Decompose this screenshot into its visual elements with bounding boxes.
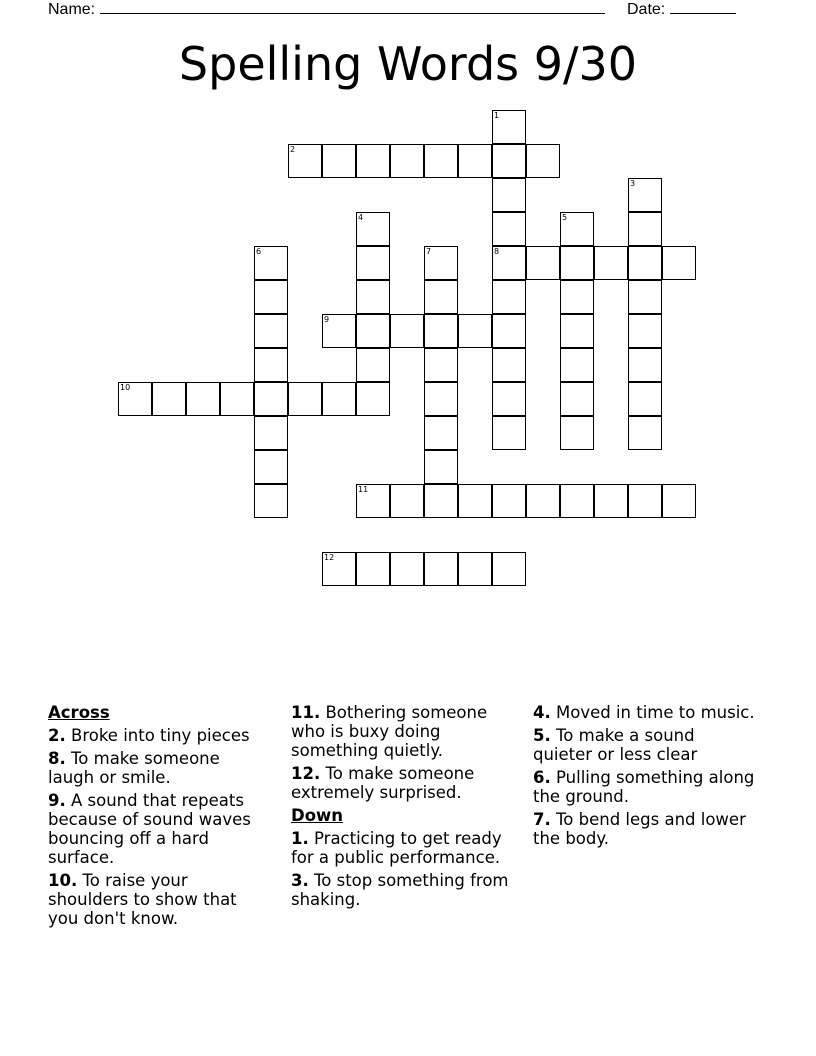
grid-cell[interactable] (628, 280, 662, 314)
grid-cell[interactable] (356, 212, 390, 246)
grid-cell[interactable] (390, 484, 424, 518)
grid-cell[interactable] (254, 382, 288, 416)
grid-cell[interactable] (254, 348, 288, 382)
clue-text: Pulling something along the ground. (533, 768, 755, 806)
across-heading: Across (48, 703, 110, 722)
cell-number: 6 (256, 247, 262, 256)
grid-cell[interactable] (492, 314, 526, 348)
grid-cell[interactable] (424, 382, 458, 416)
date-field (627, 0, 736, 20)
grid-cell[interactable] (458, 314, 492, 348)
grid-cell[interactable] (322, 144, 356, 178)
clue-across-12 (291, 764, 513, 802)
clue-number: 9. (48, 791, 66, 810)
grid-cell[interactable] (322, 382, 356, 416)
grid-cell[interactable] (594, 246, 628, 280)
grid-cell[interactable] (424, 280, 458, 314)
grid-cell[interactable] (118, 382, 152, 416)
page-title: Spelling Words 9/30 (178, 37, 638, 91)
grid-cell[interactable] (424, 416, 458, 450)
grid-cell[interactable] (492, 144, 526, 178)
clue-text: To stop something from shaking. (291, 871, 509, 909)
grid-cell[interactable] (492, 178, 526, 212)
grid-cell[interactable] (628, 212, 662, 246)
grid-cell[interactable] (628, 246, 662, 280)
grid-cell[interactable] (356, 144, 390, 178)
grid-cell[interactable] (254, 280, 288, 314)
grid-cell[interactable] (526, 484, 560, 518)
clue-number: 3. (291, 871, 309, 890)
grid-cell[interactable] (492, 110, 526, 144)
clue-down-1 (291, 829, 513, 867)
cell-number: 7 (426, 247, 432, 256)
grid-cell[interactable] (322, 552, 356, 586)
grid-cell[interactable] (254, 246, 288, 280)
clues-column-1 (48, 703, 270, 932)
grid-cell[interactable] (628, 178, 662, 212)
clue-number: 5. (533, 726, 551, 745)
grid-cell[interactable] (560, 280, 594, 314)
cell-number: 8 (494, 247, 500, 256)
grid-cell[interactable] (356, 314, 390, 348)
date-label: Date: (627, 1, 666, 18)
clue-text: To bend legs and lower the body. (533, 810, 746, 848)
grid-cell[interactable] (254, 450, 288, 484)
clue-down-6 (533, 768, 755, 806)
grid-cell[interactable] (594, 484, 628, 518)
grid-cell[interactable] (662, 246, 696, 280)
grid-cell[interactable] (356, 552, 390, 586)
clues-column-2 (291, 703, 513, 913)
cell-number: 11 (358, 485, 369, 494)
name-label: Name: (48, 1, 96, 18)
grid-cell[interactable] (458, 144, 492, 178)
grid-cell[interactable] (390, 314, 424, 348)
clue-across-11 (291, 703, 513, 760)
grid-cell[interactable] (152, 382, 186, 416)
grid-cell[interactable] (424, 348, 458, 382)
grid-cell[interactable] (526, 246, 560, 280)
grid-cell[interactable] (186, 382, 220, 416)
grid-cell[interactable] (424, 314, 458, 348)
grid-cell[interactable] (390, 144, 424, 178)
clue-text: Broke into tiny pieces (71, 726, 250, 745)
grid-cell[interactable] (458, 484, 492, 518)
grid-cell[interactable] (356, 348, 390, 382)
clue-number: 10. (48, 871, 78, 890)
grid-cell[interactable] (356, 484, 390, 518)
grid-cell[interactable] (628, 314, 662, 348)
grid-cell[interactable] (492, 382, 526, 416)
grid-cell[interactable] (628, 348, 662, 382)
grid-cell[interactable] (356, 280, 390, 314)
grid-cell[interactable] (356, 246, 390, 280)
clue-number: 6. (533, 768, 551, 787)
grid-cell[interactable] (560, 348, 594, 382)
clue-text: To make someone extremely surprised. (291, 764, 475, 802)
clue-across-8 (48, 749, 270, 787)
grid-cell[interactable] (526, 144, 560, 178)
grid-cell[interactable] (492, 280, 526, 314)
grid-cell[interactable] (560, 416, 594, 450)
clue-text: To make a sound quieter or less clear (533, 726, 698, 764)
grid-cell[interactable] (288, 382, 322, 416)
clue-number: 1. (291, 829, 309, 848)
clue-number: 8. (48, 749, 66, 768)
grid-cell[interactable] (492, 552, 526, 586)
date-line[interactable] (670, 0, 736, 14)
grid-cell[interactable] (254, 416, 288, 450)
clue-text: To make someone laugh or smile. (48, 749, 220, 787)
grid-cell[interactable] (424, 552, 458, 586)
clue-across-9 (48, 791, 270, 867)
cell-number: 5 (562, 213, 568, 222)
grid-cell[interactable] (356, 382, 390, 416)
grid-cell[interactable] (628, 416, 662, 450)
grid-cell[interactable] (424, 484, 458, 518)
grid-cell[interactable] (560, 212, 594, 246)
cell-number: 4 (358, 213, 364, 222)
clue-number: 11. (291, 703, 321, 722)
grid-cell[interactable] (458, 552, 492, 586)
grid-cell[interactable] (424, 246, 458, 280)
grid-cell[interactable] (288, 144, 322, 178)
clue-text: To raise your shoulders to show that you don't know. (48, 871, 237, 928)
grid-cell[interactable] (662, 484, 696, 518)
clue-number: 12. (291, 764, 321, 783)
cell-number: 2 (290, 145, 296, 154)
cell-number: 12 (324, 553, 335, 562)
cell-number: 3 (630, 179, 636, 188)
grid-cell[interactable] (390, 552, 424, 586)
clue-text: A sound that repeats because of sound waves bouncing off a hard surface. (48, 791, 251, 867)
grid-cell[interactable] (628, 484, 662, 518)
grid-cell[interactable] (560, 484, 594, 518)
clue-text: Bothering someone who is buxy doing something quietly. (291, 703, 488, 760)
clue-down-4 (533, 703, 755, 722)
grid-cell[interactable] (628, 382, 662, 416)
cell-number: 9 (324, 315, 330, 324)
clue-text: Practicing to get ready for a public performance. (291, 829, 502, 867)
grid-cell[interactable] (560, 246, 594, 280)
cell-number: 1 (494, 111, 500, 120)
clue-number: 4. (533, 703, 551, 722)
clue-down-3 (291, 871, 513, 909)
clue-text: Moved in time to music. (556, 703, 755, 722)
clue-down-7 (533, 810, 755, 848)
clues-column-3 (533, 703, 755, 852)
down-heading: Down (291, 806, 344, 825)
grid-cell[interactable] (560, 314, 594, 348)
clue-across-2 (48, 726, 270, 745)
grid-cell[interactable] (492, 246, 526, 280)
grid-cell[interactable] (492, 484, 526, 518)
clue-number: 7. (533, 810, 551, 829)
clue-across-10 (48, 871, 270, 928)
grid-cell[interactable] (560, 382, 594, 416)
name-line[interactable] (100, 0, 605, 14)
grid-cell[interactable] (220, 382, 254, 416)
grid-cell[interactable] (254, 484, 288, 518)
grid-cell[interactable] (424, 450, 458, 484)
grid-cell[interactable] (492, 416, 526, 450)
grid-cell[interactable] (424, 144, 458, 178)
clue-down-5 (533, 726, 755, 764)
cell-number: 10 (120, 383, 131, 392)
grid-cell[interactable] (254, 314, 288, 348)
grid-cell[interactable] (322, 314, 356, 348)
grid-cell[interactable] (492, 212, 526, 246)
clue-number: 2. (48, 726, 66, 745)
grid-cell[interactable] (492, 348, 526, 382)
name-field (48, 0, 605, 20)
